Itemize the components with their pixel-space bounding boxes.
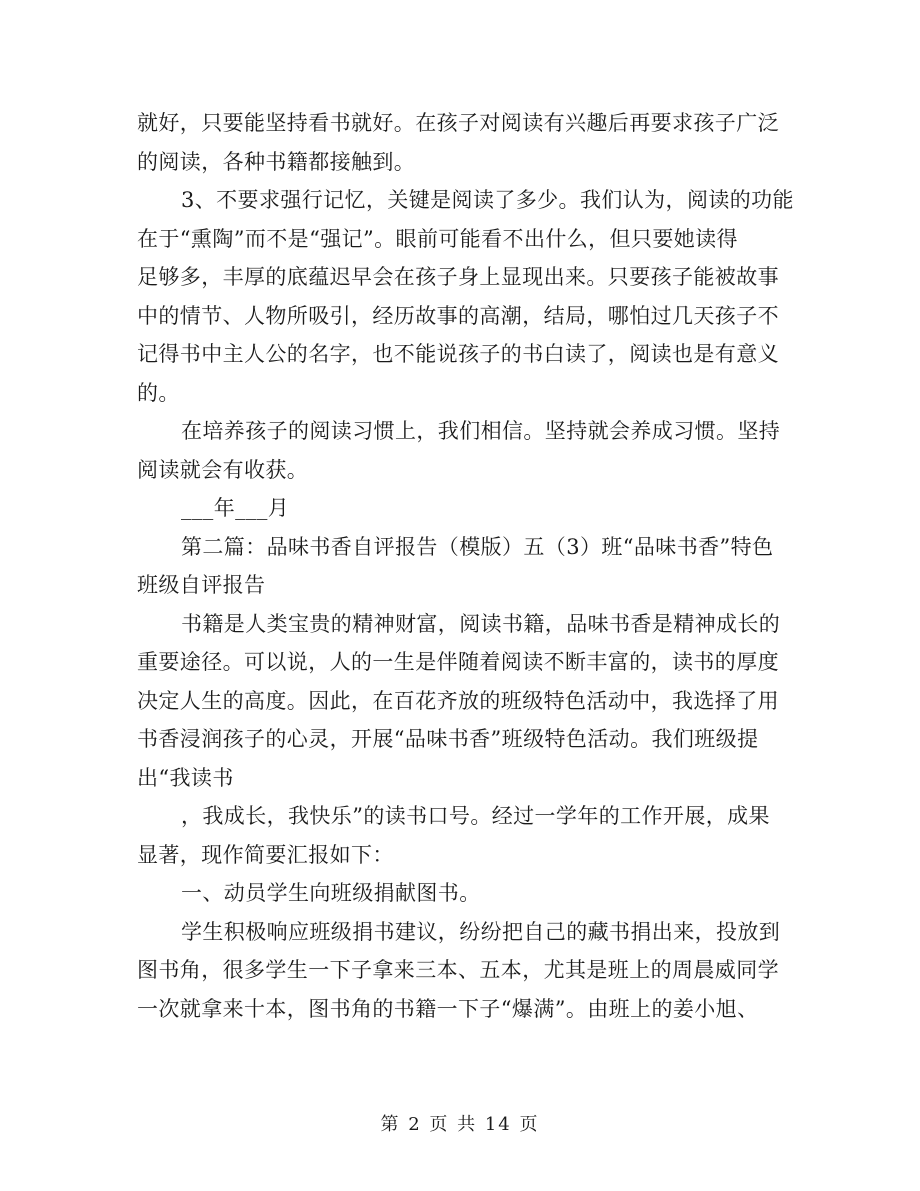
text-line: 阅读就会有收获。 bbox=[137, 457, 309, 482]
text-line: 中的情节、人物所吸引，经历故事的高潮，结局，哪怕过几天孩子不 bbox=[137, 303, 779, 328]
text-line: 记得书中主人公的名字，也不能说孩子的书白读了，阅读也是有意义 bbox=[137, 342, 779, 366]
text-line: 出“我读书 bbox=[137, 765, 234, 790]
list-heading: 一、动员学生向班级捐献图书。 bbox=[181, 881, 481, 905]
text-line: 显著，现作简要汇报如下： bbox=[137, 842, 394, 867]
text-line: 的。 bbox=[137, 380, 180, 405]
text-line: 重要途径。可以说，人的一生是伴随着阅读不断丰富的，读书的厚度 bbox=[137, 650, 779, 674]
text-line: 在培养孩子的阅读习惯上，我们相信。坚持就会养成习惯。坚持 bbox=[181, 419, 781, 443]
text-line: ，我成长，我快乐”的读书口号。经过一学年的工作开展，成果 bbox=[181, 804, 770, 828]
text-line: 一次就拿来十本，图书角的书籍一下子“爆满”。由班上的姜小旭、 bbox=[137, 996, 759, 1021]
section-heading: 班级自评报告 bbox=[137, 573, 266, 597]
text-line: 的阅读，各种书籍都接触到。 bbox=[137, 149, 416, 174]
section-heading: 第二篇：品味书香自评报告（模版）五（3）班“品味书香”特色 bbox=[181, 534, 774, 559]
text-line: 决定人生的高度。因此，在百花齐放的班级特色活动中，我选择了用 bbox=[137, 688, 779, 713]
text-line: 3、不要求强行记忆，关键是阅读了多少。我们认为，阅读的功能 bbox=[181, 188, 794, 212]
text-line: 学生积极响应班级捐书建议，纷纷把自己的藏书捐出来，投放到 bbox=[181, 919, 781, 944]
date-line: ___年___月 bbox=[181, 496, 290, 520]
page-number: 第 2 页 共 14 页 bbox=[380, 1114, 540, 1135]
text-line: 足够多，丰厚的底蕴迟早会在孩子身上显现出来。只要孩子能被故事 bbox=[137, 265, 779, 289]
text-line: 在于“熏陶”而不是“强记”。眼前可能看不出什么，但只要她读得 bbox=[137, 226, 738, 251]
text-line: 书籍是人类宝贵的精神财富，阅读书籍，品味书香是精神成长的 bbox=[181, 611, 781, 636]
text-line: 就好，只要能坚持看书就好。在孩子对阅读有兴趣后再要求孩子广泛 bbox=[137, 111, 779, 135]
text-line: 图书角，很多学生一下子拿来三本、五本，尤其是班上的周晨威同学 bbox=[137, 958, 779, 982]
text-line: 书香浸润孩子的心灵，开展“品味书香”班级特色活动。我们班级提 bbox=[137, 727, 759, 751]
document-body bbox=[137, 104, 794, 1028]
